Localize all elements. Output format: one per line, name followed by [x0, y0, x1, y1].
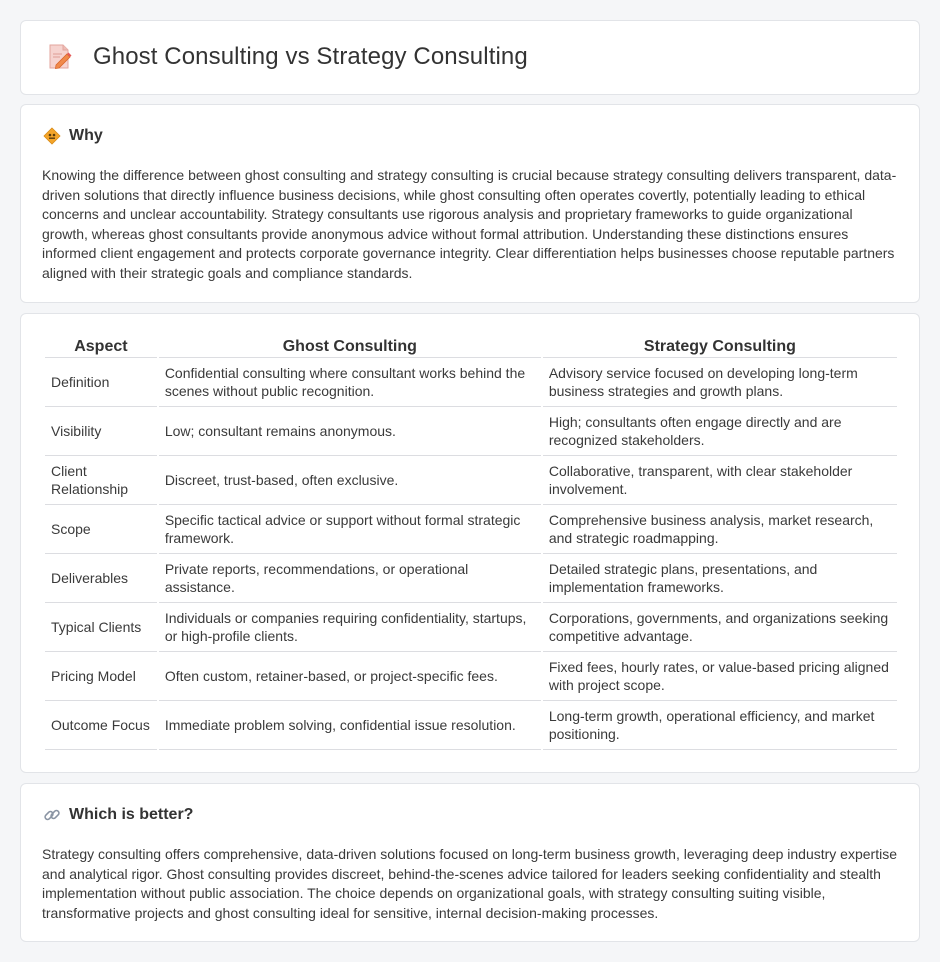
strategy-cell: Advisory service focused on developing long-term business strategies and growth plans. — [543, 358, 897, 407]
table-row — [45, 456, 897, 505]
ghost-cell: Individuals or companies requiring confidentiality, startups, or high-profile clients. — [159, 603, 541, 652]
table-row — [45, 701, 897, 750]
strategy-cell: Long-term growth, operational efficiency, and market positioning. — [543, 701, 897, 750]
better-text: Strategy consulting offers comprehensive, data-driven solutions focused on long-term business growth, leveraging deep industry expertise and analytical rigor. Ghost consulting provides discreet, behind-the-scenes advice tailored for leaders seeking confidentiality and stealth implementation without public association. The choice depends on organizational goals, with strategy consulting suiting visible, transformative projects and ghost consulting ideal for sensitive, internal decision-making processes. — [42, 846, 897, 921]
aspect-cell: Typical Clients — [45, 603, 157, 652]
strategy-cell: Corporations, governments, and organizations seeking competitive advantage. — [543, 603, 897, 652]
ghost-cell: Low; consultant remains anonymous. — [159, 407, 541, 456]
why-heading: Why — [69, 127, 103, 144]
ghost-cell: Immediate problem solving, confidential issue resolution. — [159, 701, 541, 750]
aspect-cell: Scope — [45, 505, 157, 554]
ghost-cell: Often custom, retainer-based, or project-specific fees. — [159, 652, 541, 701]
strategy-cell: High; consultants often engage directly and are recognized stakeholders. — [543, 407, 897, 456]
comparison-section — [20, 313, 920, 773]
aspect-cell: Outcome Focus — [45, 701, 157, 750]
better-heading: Which is better? — [69, 806, 194, 823]
page-title: Ghost Consulting vs Strategy Consulting — [93, 43, 528, 70]
ghost-cell: Private reports, recommendations, or operational assistance. — [159, 554, 541, 603]
ghost-cell: Confidential consulting where consultant works behind the scenes without public recognition. — [159, 358, 541, 407]
document-pencil-icon — [47, 43, 73, 71]
table-row — [45, 554, 897, 603]
header-aspect: Aspect — [45, 334, 157, 358]
title-bar — [47, 43, 528, 71]
strategy-cell: Collaborative, transparent, with clear stakeholder involvement. — [543, 456, 897, 505]
strategy-cell: Comprehensive business analysis, market research, and strategic roadmapping. — [543, 505, 897, 554]
why-text: Knowing the difference between ghost consulting and strategy consulting is crucial because strategy consulting delivers transparent, data-driven solutions that directly influence business decisions, while ghost consulting often operates covertly, potentially leading to ethical concerns and unclear accountability. Strategy consultants use rigorous analysis and proprietary frameworks to guide organizational growth, whereas ghost consultants provide anonymous advice without formal attribution. Understanding these distinctions ensures informed client engagement and protects corporate governance integrity. Clear differentiation helps businesses choose reputable partners aligned with their strategic goals and compliance standards. — [42, 167, 897, 281]
aspect-cell: Deliverables — [45, 554, 157, 603]
table-row — [45, 652, 897, 701]
why-section — [20, 104, 920, 303]
strategy-cell: Detailed strategic plans, presentations, and implementation frameworks. — [543, 554, 897, 603]
title-card — [20, 20, 920, 95]
ghost-cell: Discreet, trust-based, often exclusive. — [159, 456, 541, 505]
aspect-cell: Visibility — [45, 407, 157, 456]
table-row — [45, 358, 897, 407]
aspect-cell: Pricing Model — [45, 652, 157, 701]
strategy-cell: Fixed fees, hourly rates, or value-based pricing aligned with project scope. — [543, 652, 897, 701]
aspect-cell: Definition — [45, 358, 157, 407]
link-icon — [43, 806, 61, 824]
better-heading-row — [43, 806, 193, 824]
comparison-table — [43, 334, 899, 750]
ghost-cell: Specific tactical advice or support without formal strategic framework. — [159, 505, 541, 554]
aspect-cell: Client Relationship — [45, 456, 157, 505]
which-better-section — [20, 783, 920, 942]
why-heading-row — [43, 127, 103, 145]
diamond-sign-icon — [43, 127, 61, 145]
header-strategy-consulting: Strategy Consulting — [543, 334, 897, 358]
table-row — [45, 505, 897, 554]
table-header-row — [45, 334, 897, 358]
table-row — [45, 407, 897, 456]
header-ghost-consulting: Ghost Consulting — [159, 334, 541, 358]
table-row — [45, 603, 897, 652]
